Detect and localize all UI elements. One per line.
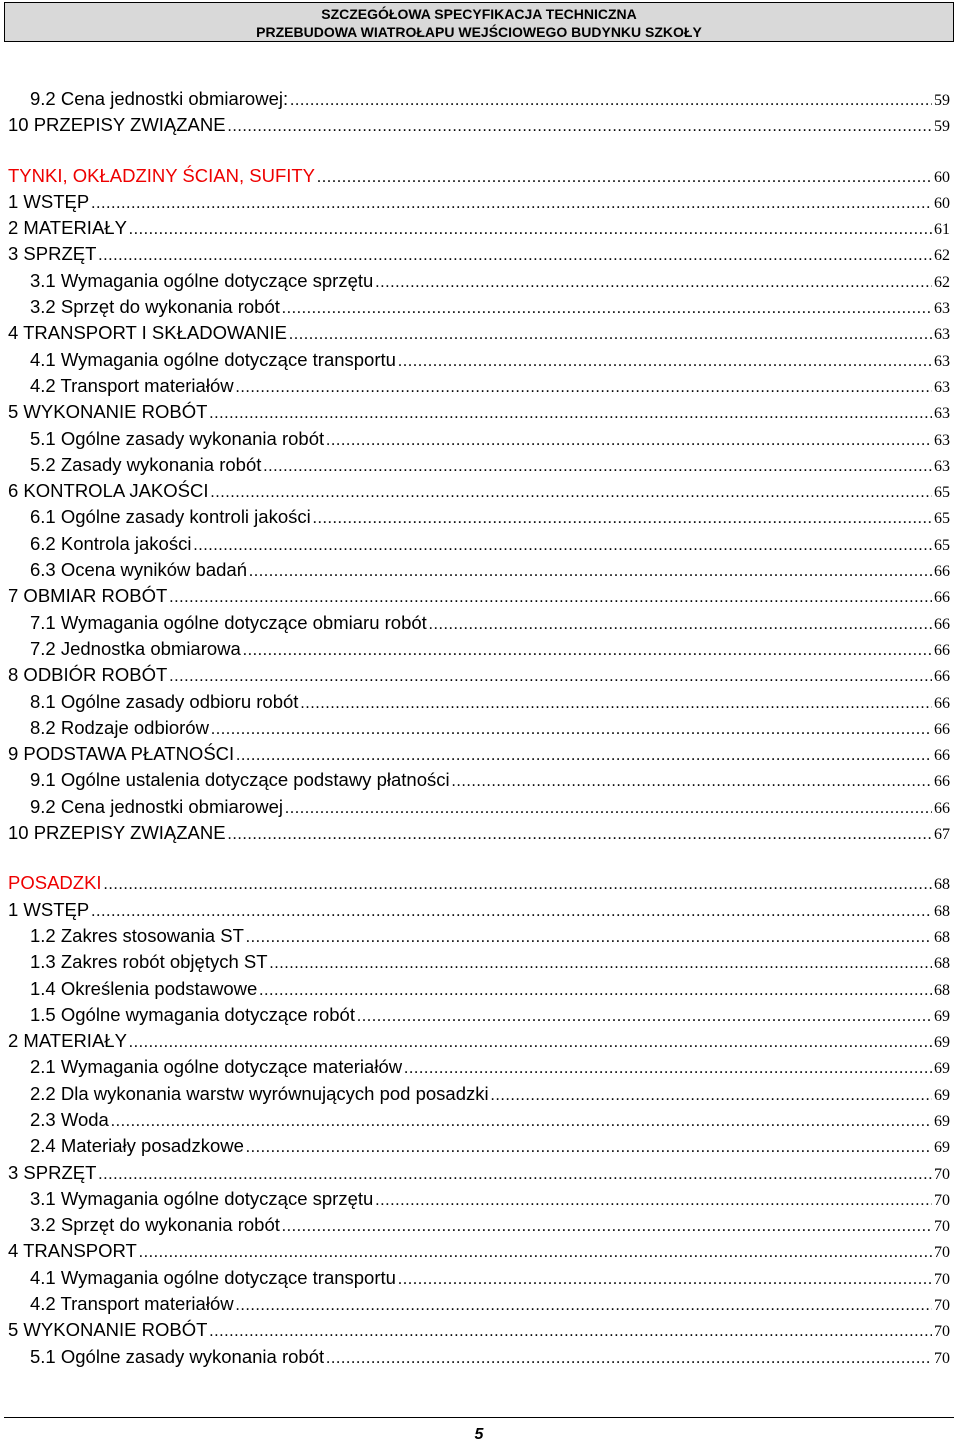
toc-entry-page: 66 [934, 563, 950, 581]
toc-entry-label: 7.2 Jednostka obmiarowa [30, 637, 241, 659]
toc-entry-page: 63 [934, 326, 950, 344]
toc-dot-leader [326, 1350, 932, 1368]
toc-entry-page: 68 [934, 876, 950, 894]
toc-dot-leader [404, 1060, 932, 1078]
toc-entry-label: 3.1 Wymagania ogólne dotyczące sprzętu [30, 269, 374, 291]
toc-entry[interactable] [8, 296, 950, 322]
toc-dot-leader [104, 876, 932, 894]
toc-entry-page: 66 [934, 694, 950, 712]
toc-dot-leader [210, 484, 932, 502]
toc-entry-page: 66 [934, 773, 950, 791]
toc-entry-page: 63 [934, 431, 950, 449]
toc-entry-label: 1.3 Zakres robót objętych ST [30, 951, 268, 973]
toc-dot-leader [282, 300, 932, 318]
toc-entry-label: 3.1 Wymagania ogólne dotyczące sprzętu [30, 1187, 374, 1209]
toc-dot-leader [98, 1166, 932, 1184]
toc-dot-leader [91, 195, 932, 213]
toc-dot-leader [209, 405, 932, 423]
toc-entry-page: 66 [934, 668, 950, 686]
toc-entry-page: 68 [934, 902, 950, 920]
toc-entry-page: 70 [934, 1297, 950, 1315]
toc-entry-page: 63 [934, 457, 950, 475]
toc-entry[interactable] [8, 1214, 950, 1240]
toc-entry[interactable] [8, 691, 950, 717]
toc-entry[interactable] [8, 114, 950, 140]
toc-entry[interactable] [8, 1267, 950, 1293]
toc-entry[interactable] [8, 978, 950, 1004]
toc-dot-leader [169, 589, 932, 607]
toc-dot-leader [243, 642, 932, 660]
toc-entry-label: 5.1 Ogólne zasady wykonania robót [30, 427, 325, 449]
toc-entry-label: 10 PRZEPISY ZWIĄZANE [8, 114, 226, 136]
toc-entry-label: 4 TRANSPORT I SKŁADOWANIE [8, 322, 287, 344]
toc-entry-label: 9.2 Cena jednostki obmiarowej: [30, 88, 289, 109]
toc-entry-label: 7.1 Wymagania ogólne dotyczące obmiaru robót [30, 611, 427, 633]
toc-dot-leader [357, 1008, 932, 1026]
toc-entry[interactable] [8, 612, 950, 638]
toc-entry[interactable] [8, 1188, 950, 1214]
toc-entry-page: 66 [934, 799, 950, 817]
toc-entry-label: 3 SPRZĘT [8, 1161, 97, 1183]
toc-entry-label: 2.3 Woda [30, 1108, 109, 1130]
toc-entry[interactable] [8, 1240, 950, 1266]
toc-entry[interactable] [8, 925, 950, 951]
toc-entry-label: 2.2 Dla wykonania warstw wyrównujących pod posadzki [30, 1082, 489, 1104]
toc-entry[interactable] [8, 270, 950, 296]
header-title: SZCZEGÓŁOWA SPECYFIKACJA TECHNICZNA [321, 6, 637, 22]
toc-entry-label: 2.4 Materiały posadzkowe [30, 1135, 244, 1157]
toc-entry-label: 5 WYKONANIE ROBÓT [8, 1319, 208, 1341]
header-subtitle: PRZEBUDOWA WIATROŁAPU WEJŚCIOWEGO BUDYNKU SZKOŁY [256, 24, 702, 40]
toc-entry[interactable] [8, 191, 950, 217]
toc-entry[interactable] [8, 349, 950, 375]
toc-entry-page: 65 [934, 536, 950, 554]
toc-entry-label: 7 OBMIAR ROBÓT [8, 585, 168, 607]
toc-dot-leader [98, 247, 932, 265]
toc-entry[interactable] [8, 951, 950, 977]
toc-entry-page: 62 [934, 273, 950, 291]
toc-entry-label: 5.1 Ogólne zasady wykonania robót [30, 1345, 325, 1367]
toc-entry-page: 59 [934, 92, 950, 109]
toc-entry-page: 69 [934, 1034, 950, 1052]
toc-entry-label: 6.1 Ogólne zasady kontroli jakości [30, 506, 311, 528]
toc-entry[interactable] [8, 506, 950, 532]
toc-entry-page: 66 [934, 747, 950, 765]
toc-entry[interactable] [8, 1162, 950, 1188]
toc-dot-leader [236, 379, 932, 397]
toc-dot-leader [375, 274, 932, 292]
toc-entry-label: 2.1 Wymagania ogólne dotyczące materiałów [30, 1056, 403, 1078]
toc-entry-page: 70 [934, 1165, 950, 1183]
toc-dot-leader [313, 510, 932, 528]
toc-dot-leader [139, 1244, 932, 1262]
toc-entry-page: 70 [934, 1323, 950, 1341]
toc-dot-leader [169, 668, 932, 686]
toc-entry[interactable] [8, 375, 950, 401]
toc-entry-page: 63 [934, 300, 950, 318]
toc-entry[interactable] [8, 899, 950, 925]
toc-entry-label: 1.5 Ogólne wymagania dotyczące robót [30, 1003, 355, 1025]
toc-entry-page: 69 [934, 1007, 950, 1025]
toc-entry-label: 3 SPRZĘT [8, 243, 97, 265]
toc-dot-leader [326, 432, 932, 450]
toc-section-heading[interactable] [8, 872, 950, 898]
toc-entry-page: 67 [934, 826, 950, 844]
toc-entry-label: 6 KONTROLA JAKOŚCI [8, 480, 209, 502]
toc-entry[interactable] [8, 743, 950, 769]
toc-dot-leader [452, 773, 932, 791]
toc-entry-label: 9.1 Ogólne ustalenia dotyczące podstawy płatności [30, 769, 450, 791]
toc-dot-leader [228, 826, 932, 844]
toc-dot-leader [249, 563, 932, 581]
toc-entry[interactable] [8, 1135, 950, 1161]
toc-entry-label: 4 TRANSPORT [8, 1240, 137, 1262]
toc-entry-label: 5 WYKONANIE ROBÓT [8, 401, 208, 423]
toc-dot-leader [129, 221, 932, 239]
toc-entry-page: 70 [934, 1244, 950, 1262]
toc-entry[interactable] [8, 585, 950, 611]
toc-entry[interactable] [8, 1056, 950, 1082]
toc-dot-leader [300, 695, 932, 713]
toc-entry-page: 68 [934, 928, 950, 946]
toc-entry-page: 69 [934, 1086, 950, 1104]
toc-entry-page: 68 [934, 955, 950, 973]
toc-entry-page: 65 [934, 484, 950, 502]
toc-entry[interactable] [8, 480, 950, 506]
toc-entry[interactable] [8, 559, 950, 585]
toc-entry[interactable] [8, 664, 950, 690]
toc-entry-page: 70 [934, 1218, 950, 1236]
toc-entry-label: 1.4 Określenia podstawowe [30, 977, 258, 999]
toc-entry-label: 8.2 Rodzaje odbiorów [30, 716, 209, 738]
toc-entry-page: 60 [934, 194, 950, 212]
toc-entry-page: 59 [934, 118, 950, 136]
table-of-contents [8, 88, 950, 1372]
toc-entry[interactable] [8, 638, 950, 664]
toc-dot-leader [398, 353, 932, 371]
toc-entry-page: 63 [934, 378, 950, 396]
toc-entry[interactable] [8, 717, 950, 743]
toc-entry-label: 1 WSTĘP [8, 190, 90, 212]
toc-dot-leader [211, 721, 932, 739]
toc-dot-leader [429, 616, 932, 634]
toc-entry[interactable] [8, 533, 950, 559]
toc-entry-label: 4.1 Wymagania ogólne dotyczące transportu [30, 348, 396, 370]
toc-entry[interactable] [8, 322, 950, 348]
toc-dot-leader [236, 1297, 932, 1315]
toc-entry[interactable] [8, 1346, 950, 1372]
toc-entry-page: 69 [934, 1112, 950, 1130]
toc-entry-page: 60 [934, 168, 950, 186]
toc-dot-leader [263, 458, 932, 476]
toc-dot-leader [193, 537, 932, 555]
page-number: 5 [4, 1417, 954, 1449]
toc-dot-leader [111, 1113, 932, 1131]
toc-entry-page: 63 [934, 405, 950, 423]
toc-dot-leader [236, 747, 932, 765]
toc-entry[interactable] [8, 1293, 950, 1319]
toc-entry[interactable] [8, 217, 950, 243]
toc-entry-label: 8.1 Ogólne zasady odbioru robót [30, 690, 299, 712]
toc-entry-page: 62 [934, 247, 950, 265]
toc-dot-leader [129, 1034, 932, 1052]
toc-entry[interactable] [8, 796, 950, 822]
toc-dot-leader [246, 929, 932, 947]
toc-dot-leader [91, 903, 932, 921]
toc-entry-label: POSADZKI [8, 872, 102, 894]
toc-entry-page: 70 [934, 1270, 950, 1288]
toc-entry-label: 1.2 Zakres stosowania ST [30, 924, 244, 946]
toc-dot-leader [246, 1139, 932, 1157]
toc-entry-page: 68 [934, 981, 950, 999]
document-header [4, 2, 954, 42]
toc-entry-label: 2 MATERIAŁY [8, 217, 127, 239]
toc-entry-label: TYNKI, OKŁADZINY ŚCIAN, SUFITY [8, 164, 316, 186]
toc-entry-page: 66 [934, 589, 950, 607]
toc-entry-label: 3.2 Sprzęt do wykonania robót [30, 296, 280, 318]
toc-entry-page: 69 [934, 1139, 950, 1157]
toc-entry-page: 66 [934, 720, 950, 738]
toc-entry-page: 66 [934, 615, 950, 633]
toc-entry-label: 3.2 Sprzęt do wykonania robót [30, 1214, 280, 1236]
toc-dot-leader [209, 1323, 932, 1341]
toc-dot-leader [491, 1087, 932, 1105]
toc-entry-label: 5.2 Zasady wykonania robót [30, 453, 262, 475]
toc-dot-leader [270, 955, 932, 973]
toc-entry[interactable] [8, 428, 950, 454]
toc-dot-leader [259, 982, 932, 1000]
toc-dot-leader [317, 169, 932, 187]
toc-entry-label: 6.3 Ocena wyników badań [30, 559, 247, 581]
toc-entry-label: 6.2 Kontrola jakości [30, 532, 192, 554]
toc-entry[interactable] [8, 1083, 950, 1109]
toc-dot-leader [290, 92, 932, 110]
toc-entry-page: 61 [934, 221, 950, 239]
toc-entry-label: 10 PRZEPISY ZWIĄZANE [8, 822, 226, 844]
toc-entry-page: 65 [934, 510, 950, 528]
toc-entry[interactable] [8, 401, 950, 427]
toc-entry-label: 8 ODBIÓR ROBÓT [8, 664, 168, 686]
toc-entry-label: 9 PODSTAWA PŁATNOŚCI [8, 743, 235, 765]
toc-entry-label: 1 WSTĘP [8, 898, 90, 920]
toc-section-heading[interactable] [8, 165, 950, 191]
toc-dot-leader [282, 1218, 932, 1236]
toc-dot-leader [398, 1271, 932, 1289]
toc-entry-label: 4.2 Transport materiałów [30, 1293, 234, 1315]
toc-entry-page: 70 [934, 1349, 950, 1367]
toc-entry[interactable] [8, 1319, 950, 1345]
toc-entry[interactable] [8, 1030, 950, 1056]
toc-entry[interactable] [8, 1004, 950, 1030]
toc-entry[interactable] [8, 454, 950, 480]
toc-dot-leader [228, 118, 932, 136]
toc-entry-label: 4.2 Transport materiałów [30, 374, 234, 396]
toc-entry-label: 2 MATERIAŁY [8, 1030, 127, 1052]
toc-entry[interactable] [8, 769, 950, 795]
toc-entry-label: 9.2 Cena jednostki obmiarowej [30, 795, 283, 817]
toc-entry-page: 70 [934, 1191, 950, 1209]
toc-dot-leader [289, 326, 932, 344]
toc-dot-leader [375, 1192, 932, 1210]
toc-entry[interactable] [8, 243, 950, 269]
toc-dot-leader [285, 800, 932, 818]
toc-entry-label: 4.1 Wymagania ogólne dotyczące transportu [30, 1266, 396, 1288]
toc-entry[interactable] [8, 1109, 950, 1135]
toc-entry[interactable] [8, 822, 950, 848]
toc-entry[interactable] [8, 88, 950, 114]
toc-entry-page: 66 [934, 641, 950, 659]
toc-entry-page: 63 [934, 352, 950, 370]
toc-entry-page: 69 [934, 1060, 950, 1078]
